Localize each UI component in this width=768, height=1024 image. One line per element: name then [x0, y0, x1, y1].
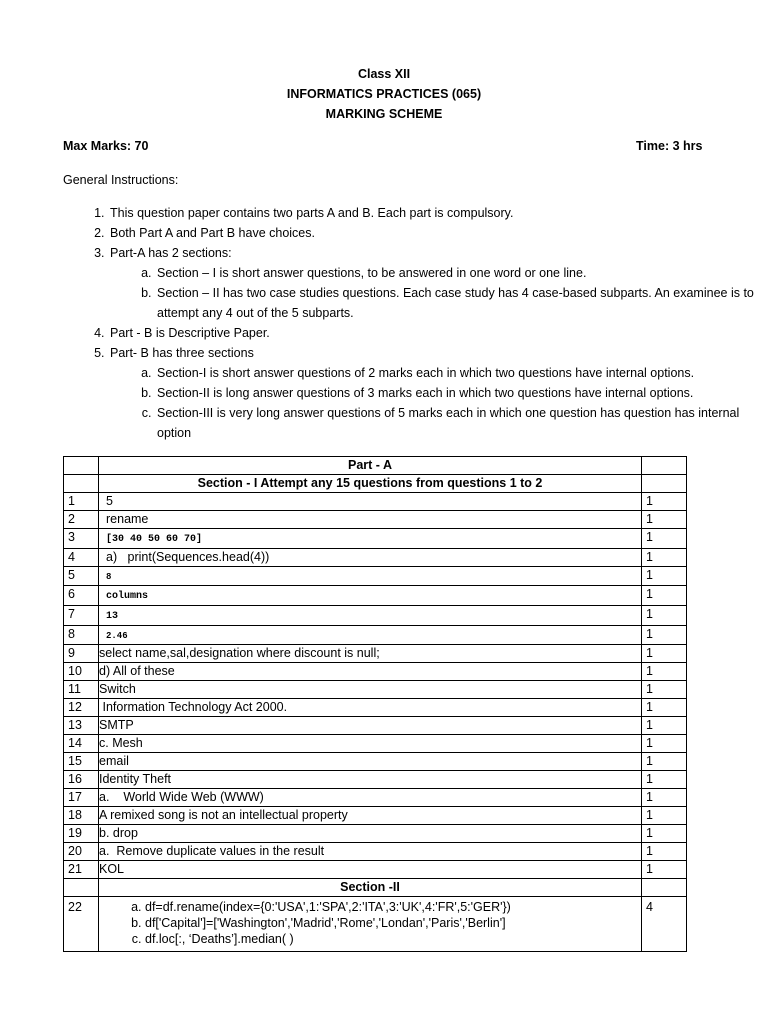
answer-cell: Identity Theft	[99, 771, 642, 789]
instruction-subitem: a. Section – I is short answer questions, to be answered in one word or one line.	[155, 263, 758, 283]
max-marks: Max Marks: 70	[63, 139, 149, 153]
instruction-item: 3. Part-A has 2 sections: a. Section – I is short answer questions, to be answered in one word or one line. b. Section – II has two case studies questions. Each case study has 4 case-based subparts. An examinee is to attempt any 4 out of the 5 subparts.	[108, 243, 758, 323]
instruction-item: 5. Part- B has three sections a. Section-I is short answer questions of 2 marks each in which two questions have internal options. b. Section-II is long answer questions of 3 marks each in which two questions have internal options. c. Section-III is very long answer questions of 5 marks each in which one question has question has internal option	[108, 343, 758, 443]
table-row	[64, 735, 687, 753]
table-row	[64, 606, 687, 626]
question-number: 20	[64, 843, 99, 861]
table-row	[64, 586, 687, 606]
answer-cell: columns	[99, 586, 642, 606]
part-header-row	[64, 457, 687, 475]
answer-cell: email	[99, 753, 642, 771]
table-row	[64, 699, 687, 717]
instruction-subitem: c. Section-III is very long answer questions of 5 marks each in which one question has question has internal option	[155, 403, 758, 443]
instruction-item: 2. Both Part A and Part B have choices.	[108, 223, 758, 243]
question-number: 3	[64, 529, 99, 549]
answer-cell: 5	[99, 493, 642, 511]
answer-cell: SMTP	[99, 717, 642, 735]
answer-cell: a) print(Sequences.head(4))	[99, 549, 642, 567]
answer-cell: [30 40 50 60 70]	[99, 529, 642, 549]
marks-cell: 1	[642, 663, 687, 681]
marks-cell: 1	[642, 861, 687, 879]
marks-cell: 1	[642, 567, 687, 586]
instructions-list	[63, 203, 758, 443]
marks-cell: 1	[642, 699, 687, 717]
marks-cell: 1	[642, 807, 687, 825]
marks-cell: 1	[642, 735, 687, 753]
instructions-title: General Instructions:	[63, 173, 179, 187]
table-row	[64, 807, 687, 825]
table-row	[64, 789, 687, 807]
table-row	[64, 567, 687, 586]
question-number: 22	[64, 897, 99, 952]
answer-cell: a. World Wide Web (WWW)	[99, 789, 642, 807]
table-row	[64, 897, 687, 952]
marks-cell: 4	[642, 897, 687, 952]
answer-cell: rename	[99, 511, 642, 529]
marks-cell: 1	[642, 789, 687, 807]
table-row	[64, 825, 687, 843]
subject-title: INFORMATICS PRACTICES (065)	[286, 87, 482, 101]
table-row	[64, 861, 687, 879]
question-number: 16	[64, 771, 99, 789]
instruction-item: 1. This question paper contains two parts A and B. Each part is compulsory.	[108, 203, 758, 223]
answer-cell: 2.46	[99, 626, 642, 645]
question-number: 2	[64, 511, 99, 529]
table-row	[64, 843, 687, 861]
answer-cell: 13	[99, 606, 642, 626]
question-number: 17	[64, 789, 99, 807]
question-number: 15	[64, 753, 99, 771]
section-header-row	[64, 879, 687, 897]
table-row	[64, 645, 687, 663]
table-row	[64, 626, 687, 645]
answer-cell: select name,sal,designation where discount is null;	[99, 645, 642, 663]
marks-cell: 1	[642, 717, 687, 735]
table-row	[64, 771, 687, 789]
table-row	[64, 493, 687, 511]
question-number: 5	[64, 567, 99, 586]
answer-cell: c. Mesh	[99, 735, 642, 753]
marks-cell: 1	[642, 549, 687, 567]
part-title: Part - A	[99, 457, 642, 475]
marks-cell: 1	[642, 493, 687, 511]
question-number: 9	[64, 645, 99, 663]
marks-cell: 1	[642, 529, 687, 549]
marks-cell: 1	[642, 771, 687, 789]
answer-cell: A remixed song is not an intellectual property	[99, 807, 642, 825]
section-title: Section - I Attempt any 15 questions from questions 1 to 2	[99, 475, 642, 493]
table-row	[64, 549, 687, 567]
answer-cell	[99, 897, 642, 952]
section-title: Section -II	[99, 879, 642, 897]
table-row	[64, 753, 687, 771]
answer-cell: Switch	[99, 681, 642, 699]
scheme-title: MARKING SCHEME	[325, 107, 443, 121]
marks-cell: 1	[642, 606, 687, 626]
marks-cell: 1	[642, 843, 687, 861]
marks-cell: 1	[642, 626, 687, 645]
answer-cell: a. Remove duplicate values in the result	[99, 843, 642, 861]
instruction-item: 4. Part - B is Descriptive Paper.	[108, 323, 758, 343]
marks-cell: 1	[642, 586, 687, 606]
instruction-subitem: b. Section – II has two case studies questions. Each case study has 4 case-based subparts. An examinee is to attempt any 4 out of the 5 subparts.	[155, 283, 758, 323]
question-number: 11	[64, 681, 99, 699]
answer-line: a. df=df.rename(index={0:'USA',1:'SPA',2:'ITA',3:'UK',4:'FR',5:'GER'})	[145, 899, 637, 915]
answer-cell: d) All of these	[99, 663, 642, 681]
question-number: 6	[64, 586, 99, 606]
table-row	[64, 511, 687, 529]
table-row	[64, 663, 687, 681]
marks-cell: 1	[642, 753, 687, 771]
question-number: 18	[64, 807, 99, 825]
question-number: 4	[64, 549, 99, 567]
answer-line: b. df['Capital']=['Washington','Madrid','Rome','Londan','Paris','Berlin']	[145, 915, 637, 931]
answer-cell: b. drop	[99, 825, 642, 843]
table-row	[64, 529, 687, 549]
question-number: 19	[64, 825, 99, 843]
time-allowed: Time: 3 hrs	[636, 139, 703, 153]
question-number: 7	[64, 606, 99, 626]
table-row	[64, 681, 687, 699]
instruction-sublist	[110, 363, 758, 443]
marking-table	[63, 456, 687, 952]
question-number: 14	[64, 735, 99, 753]
question-number: 21	[64, 861, 99, 879]
marks-cell: 1	[642, 681, 687, 699]
marks-cell: 1	[642, 645, 687, 663]
question-number: 8	[64, 626, 99, 645]
question-number: 10	[64, 663, 99, 681]
question-number: 13	[64, 717, 99, 735]
answer-cell: KOL	[99, 861, 642, 879]
answer-line: c. df.loc[:, ‘Deaths’].median( )	[145, 931, 637, 947]
marks-cell: 1	[642, 825, 687, 843]
marks-cell: 1	[642, 511, 687, 529]
section-header-row	[64, 475, 687, 493]
instruction-subitem: a. Section-I is short answer questions of 2 marks each in which two questions have internal options.	[155, 363, 758, 383]
instruction-subitem: b. Section-II is long answer questions of 3 marks each in which two questions have internal options.	[155, 383, 758, 403]
instruction-sublist	[110, 263, 758, 323]
table-row	[64, 717, 687, 735]
answer-list	[103, 899, 637, 947]
answer-cell: 8	[99, 567, 642, 586]
answer-cell: Information Technology Act 2000.	[99, 699, 642, 717]
question-number: 1	[64, 493, 99, 511]
question-number: 12	[64, 699, 99, 717]
class-title: Class XII	[357, 67, 411, 81]
